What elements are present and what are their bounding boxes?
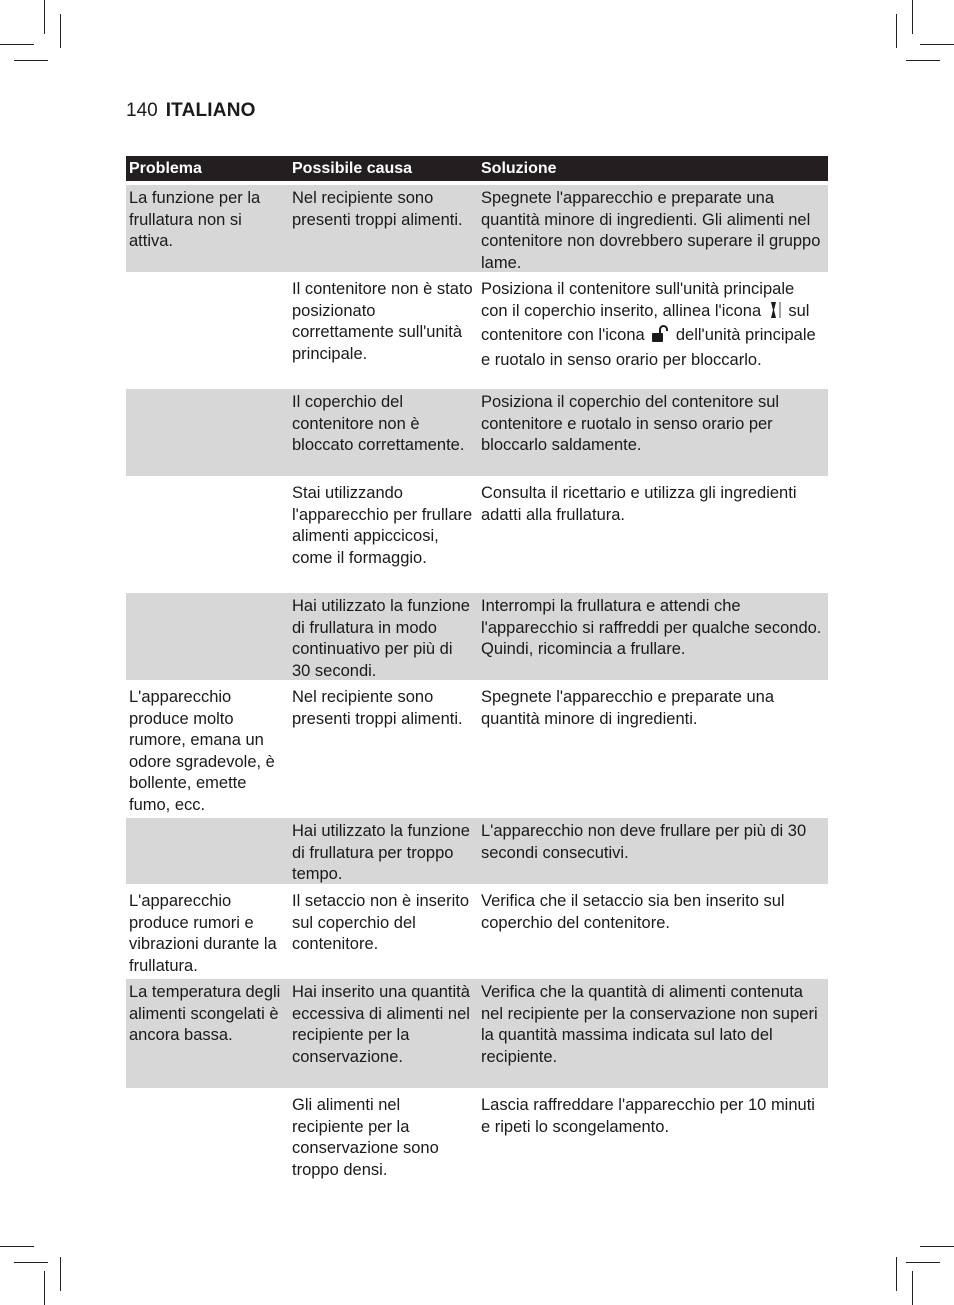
crop-mark	[906, 60, 940, 61]
table-row	[126, 818, 828, 884]
page-header	[126, 97, 256, 125]
solution-text: dell'unità principale e ruotalo in senso orario per bloccarlo.	[481, 326, 816, 369]
column-header-problem: Problema	[129, 160, 202, 177]
cause-cell: Hai utilizzato la funzione di frullatura in modo continuativo per più di 30 secondi.	[292, 597, 470, 680]
solution-cell: Posiziona il coperchio del contenitore sul contenitore e ruotalo in senso orario per bloccarlo saldamente.	[481, 393, 780, 455]
table-row	[126, 389, 828, 476]
cause-cell: Nel recipiente sono presenti troppi alimenti.	[292, 189, 463, 229]
crop-mark	[14, 1262, 48, 1263]
problem-cell	[126, 593, 289, 680]
crop-mark	[14, 60, 48, 61]
problem-cell: La temperatura degli alimenti scongelati è ancora bassa.	[129, 983, 281, 1045]
table-row	[126, 1092, 828, 1179]
table-row	[126, 480, 828, 589]
problem-cell	[126, 1092, 289, 1179]
crop-mark	[912, 0, 913, 34]
problem-cell	[126, 276, 289, 385]
table-row	[126, 276, 828, 385]
problem-cell	[126, 818, 289, 884]
cause-cell: Nel recipiente sono presenti troppi alimenti.	[292, 688, 463, 728]
cause-cell: Stai utilizzando l'apparecchio per frullare alimenti appiccicosi, come il formaggio.	[292, 484, 473, 567]
problem-cell: L'apparecchio produce molto rumore, emana un odore sgradevole, è bollente, emette fumo, ecc.	[129, 688, 275, 814]
crop-mark	[912, 1271, 913, 1305]
cause-cell: Il coperchio del contenitore non è bloccato correttamente.	[292, 393, 465, 455]
solution-cell: Consulta il ricettario e utilizza gli ingredienti adatti alla frullatura.	[481, 484, 797, 524]
solution-cell: Interrompi la frullatura e attendi che l'apparecchio si raffreddi per qualche secondo. Quindi, ricomincia a frullare.	[481, 597, 822, 659]
blender-jar-icon	[768, 301, 782, 326]
table-row	[126, 593, 828, 680]
solution-cell: Verifica che la quantità di alimenti contenuta nel recipiente per la conservazione non superi la quantità massima indicata sul lato del recipiente.	[481, 983, 818, 1066]
cause-cell: Hai inserito una quantità eccessiva di alimenti nel recipiente per la conservazione.	[292, 983, 470, 1066]
crop-mark	[0, 44, 34, 45]
cause-cell: Hai utilizzato la funzione di frullatura per troppo tempo.	[292, 822, 470, 884]
table-row	[126, 684, 828, 814]
crop-mark	[60, 1257, 61, 1291]
cause-cell: Gli alimenti nel recipiente per la conservazione sono troppo densi.	[292, 1096, 439, 1179]
solution-cell: Lascia raffreddare l'apparecchio per 10 minuti e ripeti lo scongelamento.	[481, 1096, 815, 1136]
table-row	[126, 888, 828, 975]
cause-cell: Il contenitore non è stato posizionato correttamente sull'unità principale.	[292, 280, 473, 363]
crop-mark	[44, 1271, 45, 1305]
solution-text: Posiziona il contenitore sull'unità principale con il coperchio inserito, allinea l'icona	[481, 280, 795, 320]
problem-cell: La funzione per la frullatura non si attiva.	[129, 189, 261, 251]
solution-cell: Verifica che il setaccio sia ben inserito sul coperchio del contenitore.	[481, 892, 785, 932]
unlock-icon	[651, 325, 669, 350]
troubleshooting-table	[126, 156, 828, 1179]
cause-cell: Il setaccio non è inserito sul coperchio del contenitore.	[292, 892, 470, 954]
table-header-row	[126, 156, 828, 181]
column-header-solution: Soluzione	[481, 160, 557, 177]
page-number: 140	[126, 100, 158, 121]
crop-mark	[0, 1246, 34, 1247]
problem-cell: L'apparecchio produce rumori e vibrazioni durante la frullatura.	[129, 892, 277, 975]
crop-mark	[906, 1262, 940, 1263]
problem-cell	[126, 480, 289, 589]
crop-mark	[60, 14, 61, 48]
problem-cell	[126, 389, 289, 476]
solution-cell: Spegnete l'apparecchio e preparate una quantità minore di ingredienti. Gli alimenti nel contenitore non dovrebbero superare il gruppo lame.	[481, 189, 821, 272]
crop-mark	[44, 0, 45, 34]
solution-cell	[478, 276, 828, 385]
table-row	[126, 185, 828, 272]
solution-cell: L'apparecchio non deve frullare per più di 30 secondi consecutivi.	[481, 822, 807, 862]
crop-mark	[920, 44, 954, 45]
crop-mark	[920, 1246, 954, 1247]
crop-mark	[896, 14, 897, 48]
page-language: ITALIANO	[165, 100, 256, 121]
solution-text: sul contenitore con l'icona	[481, 301, 810, 345]
crop-mark	[896, 1257, 897, 1291]
solution-cell: Spegnete l'apparecchio e preparate una quantità minore di ingredienti.	[481, 688, 775, 728]
column-header-cause: Possibile causa	[292, 160, 413, 177]
table-row	[126, 979, 828, 1088]
